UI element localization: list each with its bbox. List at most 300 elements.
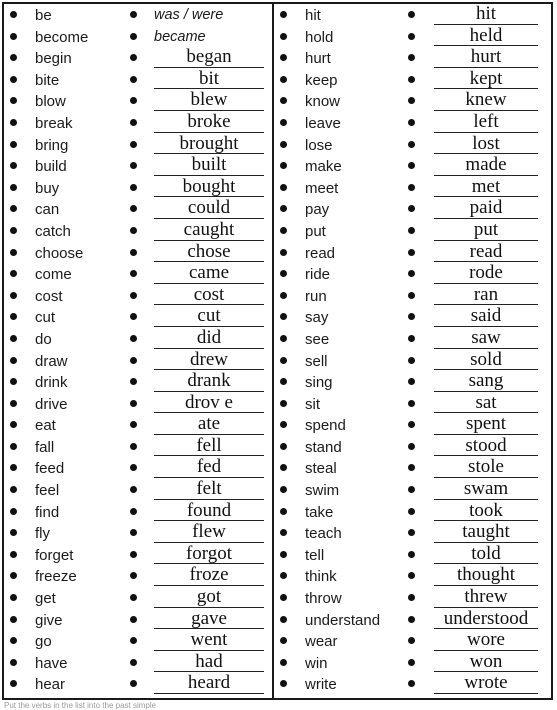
base-verb: stand bbox=[305, 438, 342, 456]
handwritten-past-form: got bbox=[196, 586, 222, 608]
base-verb: teach bbox=[305, 525, 342, 543]
handwritten-past-form: met bbox=[471, 175, 501, 197]
verb-row bbox=[276, 307, 542, 329]
handwritten-past-form: knew bbox=[465, 89, 507, 111]
base-verb: go bbox=[35, 633, 52, 651]
bullet-icon bbox=[130, 464, 137, 471]
bullet-icon bbox=[280, 637, 287, 644]
bullet-icon bbox=[280, 292, 287, 299]
handwritten-past-form: took bbox=[469, 499, 503, 521]
base-verb: draw bbox=[35, 352, 68, 370]
bullet-icon bbox=[10, 572, 17, 579]
handwritten-past-form: left bbox=[473, 110, 499, 132]
bullet-icon bbox=[130, 249, 137, 256]
handwritten-past-form: threw bbox=[464, 586, 508, 608]
handwritten-past-form: put bbox=[473, 218, 499, 240]
base-verb: steal bbox=[305, 460, 337, 478]
handwritten-past-form: blew bbox=[190, 89, 228, 111]
verb-row bbox=[6, 523, 272, 545]
handwritten-past-form: taught bbox=[462, 521, 510, 543]
bullet-icon bbox=[130, 54, 137, 61]
handwritten-past-form: felt bbox=[196, 478, 222, 500]
bullet-icon bbox=[280, 249, 287, 256]
bullet-icon bbox=[10, 594, 17, 601]
handwritten-past-form: held bbox=[469, 24, 503, 46]
verb-row bbox=[276, 110, 542, 135]
bullet-icon bbox=[130, 205, 137, 212]
bullet-icon bbox=[408, 400, 415, 407]
bullet-icon bbox=[130, 162, 137, 169]
bullet-icon bbox=[280, 659, 287, 666]
bullet-icon bbox=[280, 97, 287, 104]
bullet-icon bbox=[10, 335, 17, 342]
bullet-icon bbox=[10, 292, 17, 299]
handwritten-past-form: cut bbox=[197, 305, 221, 327]
verb-row bbox=[6, 607, 272, 632]
right-verb-column bbox=[276, 5, 542, 696]
bullet-icon bbox=[10, 680, 17, 687]
base-verb: build bbox=[35, 158, 67, 176]
verb-row bbox=[276, 283, 542, 308]
bullet-icon bbox=[130, 11, 137, 18]
bullet-icon bbox=[408, 680, 415, 687]
bullet-icon bbox=[280, 529, 287, 536]
verb-row bbox=[276, 372, 542, 394]
bullet-icon bbox=[280, 616, 287, 623]
column-divider bbox=[272, 4, 274, 698]
verb-row bbox=[6, 499, 272, 524]
verb-row bbox=[6, 283, 272, 308]
bullet-icon bbox=[130, 270, 137, 277]
verb-row bbox=[6, 588, 272, 610]
handwritten-past-form: understood bbox=[443, 607, 529, 629]
handwritten-past-form: swam bbox=[463, 478, 509, 500]
base-verb: begin bbox=[35, 50, 72, 68]
base-verb: leave bbox=[305, 114, 341, 132]
verb-row bbox=[276, 434, 542, 459]
example-past-form: became bbox=[154, 28, 206, 45]
verb-row bbox=[276, 5, 542, 27]
handwritten-past-form: wrote bbox=[464, 672, 508, 694]
bullet-icon bbox=[408, 227, 415, 234]
base-verb: forget bbox=[35, 546, 74, 564]
answer-line bbox=[154, 693, 264, 694]
bullet-icon bbox=[10, 97, 17, 104]
handwritten-past-form: said bbox=[470, 305, 502, 327]
verb-row bbox=[6, 67, 272, 92]
bullet-icon bbox=[408, 551, 415, 558]
verb-row bbox=[6, 372, 272, 394]
verb-row bbox=[6, 458, 272, 480]
bullet-icon bbox=[280, 54, 287, 61]
handwritten-past-form: rode bbox=[469, 262, 503, 284]
handwritten-past-form: forgot bbox=[185, 542, 233, 564]
verb-row bbox=[6, 307, 272, 329]
verb-worksheet bbox=[2, 2, 553, 700]
verb-row bbox=[6, 542, 272, 567]
bullet-icon bbox=[408, 443, 415, 450]
base-verb: bite bbox=[35, 71, 60, 89]
bullet-icon bbox=[280, 11, 287, 18]
base-verb: wear bbox=[305, 633, 338, 651]
bullet-icon bbox=[10, 184, 17, 191]
bullet-icon bbox=[10, 486, 17, 493]
handwritten-past-form: saw bbox=[471, 326, 501, 348]
handwritten-past-form: won bbox=[469, 650, 503, 672]
bullet-icon bbox=[280, 551, 287, 558]
bullet-icon bbox=[10, 205, 17, 212]
base-verb: can bbox=[35, 201, 60, 219]
base-verb: keep bbox=[305, 71, 338, 89]
verb-row bbox=[6, 631, 272, 653]
verb-row bbox=[276, 156, 542, 178]
bullet-icon bbox=[130, 335, 137, 342]
bullet-icon bbox=[408, 292, 415, 299]
base-verb: blow bbox=[35, 93, 66, 111]
verb-row bbox=[276, 391, 542, 416]
verb-row bbox=[6, 91, 272, 113]
bullet-icon bbox=[10, 464, 17, 471]
bullet-icon bbox=[10, 249, 17, 256]
handwritten-past-form: thought bbox=[456, 564, 516, 586]
handwritten-past-form: went bbox=[190, 629, 228, 651]
bullet-icon bbox=[10, 33, 17, 40]
bullet-icon bbox=[10, 551, 17, 558]
verb-row bbox=[276, 67, 542, 92]
bullet-icon bbox=[10, 616, 17, 623]
base-verb: put bbox=[305, 222, 326, 240]
verb-row bbox=[6, 132, 272, 157]
base-verb: sing bbox=[305, 374, 333, 392]
handwritten-past-form: hurt bbox=[470, 46, 502, 68]
bullet-icon bbox=[280, 119, 287, 126]
verb-row bbox=[6, 434, 272, 459]
handwritten-past-form: stood bbox=[465, 434, 507, 456]
verb-row bbox=[6, 326, 272, 351]
bullet-icon bbox=[280, 76, 287, 83]
bullet-icon bbox=[10, 400, 17, 407]
bullet-icon bbox=[408, 33, 415, 40]
handwritten-past-form: ate bbox=[197, 413, 221, 435]
base-verb: make bbox=[305, 158, 342, 176]
bullet-icon bbox=[408, 249, 415, 256]
bullet-icon bbox=[10, 119, 17, 126]
bullet-icon bbox=[280, 572, 287, 579]
base-verb: take bbox=[305, 503, 334, 521]
base-verb: get bbox=[35, 590, 56, 608]
handwritten-past-form: lost bbox=[472, 132, 500, 154]
base-verb: run bbox=[305, 287, 327, 305]
example-past-form: was / were bbox=[154, 7, 224, 23]
bullet-icon bbox=[280, 227, 287, 234]
verb-row bbox=[276, 91, 542, 113]
bullet-icon bbox=[408, 421, 415, 428]
bullet-icon bbox=[408, 572, 415, 579]
verb-row bbox=[276, 542, 542, 567]
bullet-icon bbox=[280, 335, 287, 342]
verb-row bbox=[276, 631, 542, 653]
base-verb: hit bbox=[305, 7, 321, 24]
bullet-icon bbox=[130, 551, 137, 558]
handwritten-past-form: told bbox=[471, 542, 501, 564]
bullet-icon bbox=[408, 184, 415, 191]
handwritten-past-form: bit bbox=[198, 67, 220, 89]
base-verb: bring bbox=[35, 136, 69, 154]
bullet-icon bbox=[10, 529, 17, 536]
bullet-icon bbox=[130, 119, 137, 126]
verb-row bbox=[276, 415, 542, 437]
handwritten-past-form: broke bbox=[187, 110, 231, 132]
bullet-icon bbox=[408, 313, 415, 320]
verb-row bbox=[6, 5, 272, 27]
verb-row bbox=[276, 218, 542, 243]
bullet-icon bbox=[10, 313, 17, 320]
handwritten-past-form: read bbox=[469, 240, 503, 262]
bullet-icon bbox=[280, 680, 287, 687]
base-verb: lose bbox=[305, 136, 333, 154]
handwritten-past-form: ran bbox=[473, 283, 499, 305]
bullet-icon bbox=[130, 227, 137, 234]
verb-row bbox=[276, 326, 542, 351]
handwritten-past-form: wore bbox=[467, 629, 505, 651]
bullet-icon bbox=[408, 162, 415, 169]
bullet-icon bbox=[280, 357, 287, 364]
bullet-icon bbox=[408, 76, 415, 83]
bullet-icon bbox=[130, 594, 137, 601]
handwritten-past-form: chose bbox=[187, 240, 231, 262]
bullet-icon bbox=[280, 486, 287, 493]
bullet-icon bbox=[408, 141, 415, 148]
bullet-icon bbox=[10, 270, 17, 277]
base-verb: hold bbox=[305, 28, 334, 46]
base-verb: cost bbox=[35, 287, 63, 305]
base-verb: eat bbox=[35, 417, 56, 435]
bullet-icon bbox=[280, 443, 287, 450]
verb-row bbox=[276, 348, 542, 373]
bullet-icon bbox=[10, 508, 17, 515]
verb-row bbox=[6, 48, 272, 70]
handwritten-past-form: had bbox=[195, 650, 223, 672]
handwritten-past-form: hit bbox=[475, 3, 497, 24]
base-verb: pay bbox=[305, 201, 330, 219]
bullet-icon bbox=[408, 464, 415, 471]
base-verb: buy bbox=[35, 179, 60, 197]
handwritten-past-form: kept bbox=[469, 67, 503, 89]
base-verb: choose bbox=[35, 244, 84, 262]
bullet-icon bbox=[280, 33, 287, 40]
verb-row bbox=[276, 607, 542, 632]
bullet-icon bbox=[130, 313, 137, 320]
base-verb: say bbox=[305, 309, 329, 327]
base-verb: see bbox=[305, 330, 330, 348]
bullet-icon bbox=[130, 400, 137, 407]
bullet-icon bbox=[408, 54, 415, 61]
verb-row bbox=[276, 480, 542, 502]
bullet-icon bbox=[280, 421, 287, 428]
verb-row bbox=[276, 588, 542, 610]
bullet-icon bbox=[130, 141, 137, 148]
base-verb: feed bbox=[35, 460, 65, 478]
verb-row bbox=[6, 674, 272, 696]
bullet-icon bbox=[408, 637, 415, 644]
handwritten-past-form: sang bbox=[468, 370, 504, 392]
base-verb: read bbox=[305, 244, 336, 262]
bullet-icon bbox=[130, 637, 137, 644]
handwritten-past-form: bought bbox=[182, 175, 236, 197]
bullet-icon bbox=[130, 357, 137, 364]
bullet-icon bbox=[10, 659, 17, 666]
verb-row bbox=[276, 458, 542, 480]
bullet-icon bbox=[280, 162, 287, 169]
base-verb: sit bbox=[305, 395, 320, 413]
handwritten-past-form: froze bbox=[189, 564, 229, 586]
base-verb: drink bbox=[35, 374, 68, 392]
bullet-icon bbox=[408, 270, 415, 277]
handwritten-past-form: began bbox=[186, 46, 232, 68]
bullet-icon bbox=[130, 421, 137, 428]
bullet-icon bbox=[10, 141, 17, 148]
bullet-icon bbox=[408, 616, 415, 623]
handwritten-past-form: heard bbox=[187, 672, 231, 694]
bullet-icon bbox=[130, 680, 137, 687]
verb-row bbox=[6, 218, 272, 243]
verb-row bbox=[276, 650, 542, 675]
bullet-icon bbox=[280, 205, 287, 212]
bullet-icon bbox=[408, 119, 415, 126]
bullet-icon bbox=[408, 357, 415, 364]
verb-row bbox=[6, 566, 272, 588]
verb-row bbox=[276, 48, 542, 70]
handwritten-past-form: sat bbox=[475, 391, 497, 413]
handwritten-past-form: found bbox=[186, 499, 232, 521]
bullet-icon bbox=[10, 637, 17, 644]
base-verb: ride bbox=[305, 266, 331, 284]
base-verb: fly bbox=[35, 525, 50, 543]
handwritten-past-form: came bbox=[188, 262, 230, 284]
verb-row bbox=[276, 132, 542, 157]
base-verb: fall bbox=[35, 438, 55, 456]
bullet-icon bbox=[130, 616, 137, 623]
verb-row bbox=[276, 674, 542, 696]
verb-row bbox=[6, 240, 272, 265]
verb-row bbox=[6, 650, 272, 675]
base-verb: hear bbox=[35, 676, 66, 694]
verb-row bbox=[276, 566, 542, 588]
bullet-icon bbox=[408, 11, 415, 18]
base-verb: be bbox=[35, 7, 52, 24]
verb-row bbox=[6, 175, 272, 200]
base-verb: give bbox=[35, 611, 63, 629]
handwritten-past-form: stole bbox=[468, 456, 504, 478]
base-verb: hurt bbox=[305, 50, 331, 68]
base-verb: write bbox=[305, 676, 337, 694]
bullet-icon bbox=[408, 659, 415, 666]
handwritten-past-form: fell bbox=[196, 434, 222, 456]
verb-row bbox=[276, 175, 542, 200]
handwritten-past-form: gave bbox=[191, 607, 227, 629]
bullet-icon bbox=[130, 33, 137, 40]
base-verb: swim bbox=[305, 482, 340, 500]
bullet-icon bbox=[10, 421, 17, 428]
base-verb: come bbox=[35, 266, 72, 284]
bullet-icon bbox=[280, 378, 287, 385]
left-verb-column bbox=[6, 5, 272, 696]
base-verb: meet bbox=[305, 179, 339, 197]
bullet-icon bbox=[280, 270, 287, 277]
verb-row bbox=[6, 199, 272, 221]
handwritten-past-form: could bbox=[187, 197, 231, 219]
bullet-icon bbox=[130, 97, 137, 104]
handwritten-past-form: drov e bbox=[184, 391, 233, 413]
handwritten-past-form: flew bbox=[192, 521, 226, 543]
bullet-icon bbox=[280, 400, 287, 407]
bullet-icon bbox=[408, 594, 415, 601]
base-verb: freeze bbox=[35, 568, 77, 586]
bullet-icon bbox=[130, 572, 137, 579]
handwritten-past-form: sold bbox=[470, 348, 502, 370]
bullet-icon bbox=[10, 11, 17, 18]
verb-row bbox=[276, 240, 542, 265]
bullet-icon bbox=[10, 227, 17, 234]
base-verb: win bbox=[305, 654, 328, 672]
bullet-icon bbox=[280, 313, 287, 320]
base-verb: become bbox=[35, 28, 89, 46]
verb-row bbox=[276, 24, 542, 49]
handwritten-past-form: drank bbox=[187, 370, 231, 392]
bullet-icon bbox=[10, 54, 17, 61]
verb-row bbox=[276, 523, 542, 545]
verb-row bbox=[6, 264, 272, 286]
bullet-icon bbox=[130, 529, 137, 536]
bullet-icon bbox=[130, 508, 137, 515]
verb-row bbox=[6, 110, 272, 135]
bullet-icon bbox=[130, 659, 137, 666]
verb-row bbox=[6, 391, 272, 416]
footer-note: Put the verbs in the list into the past simple bbox=[4, 701, 157, 710]
bullet-icon bbox=[130, 443, 137, 450]
base-verb: throw bbox=[305, 590, 342, 608]
bullet-icon bbox=[408, 205, 415, 212]
base-verb: spend bbox=[305, 417, 346, 435]
base-verb: have bbox=[35, 654, 68, 672]
bullet-icon bbox=[280, 464, 287, 471]
handwritten-past-form: did bbox=[196, 326, 222, 348]
bullet-icon bbox=[130, 486, 137, 493]
base-verb: break bbox=[35, 114, 73, 132]
bullet-icon bbox=[10, 76, 17, 83]
bullet-icon bbox=[10, 162, 17, 169]
verb-row bbox=[6, 415, 272, 437]
bullet-icon bbox=[130, 184, 137, 191]
handwritten-past-form: made bbox=[465, 154, 507, 176]
bullet-icon bbox=[280, 508, 287, 515]
bullet-icon bbox=[130, 76, 137, 83]
base-verb: understand bbox=[305, 611, 381, 629]
handwritten-past-form: paid bbox=[469, 197, 503, 219]
bullet-icon bbox=[130, 378, 137, 385]
bullet-icon bbox=[408, 508, 415, 515]
base-verb: know bbox=[305, 93, 341, 111]
bullet-icon bbox=[10, 378, 17, 385]
bullet-icon bbox=[280, 594, 287, 601]
bullet-icon bbox=[280, 141, 287, 148]
bullet-icon bbox=[130, 292, 137, 299]
bullet-icon bbox=[408, 486, 415, 493]
answer-line bbox=[434, 693, 538, 694]
bullet-icon bbox=[408, 97, 415, 104]
verb-row bbox=[6, 348, 272, 373]
bullet-icon bbox=[408, 529, 415, 536]
